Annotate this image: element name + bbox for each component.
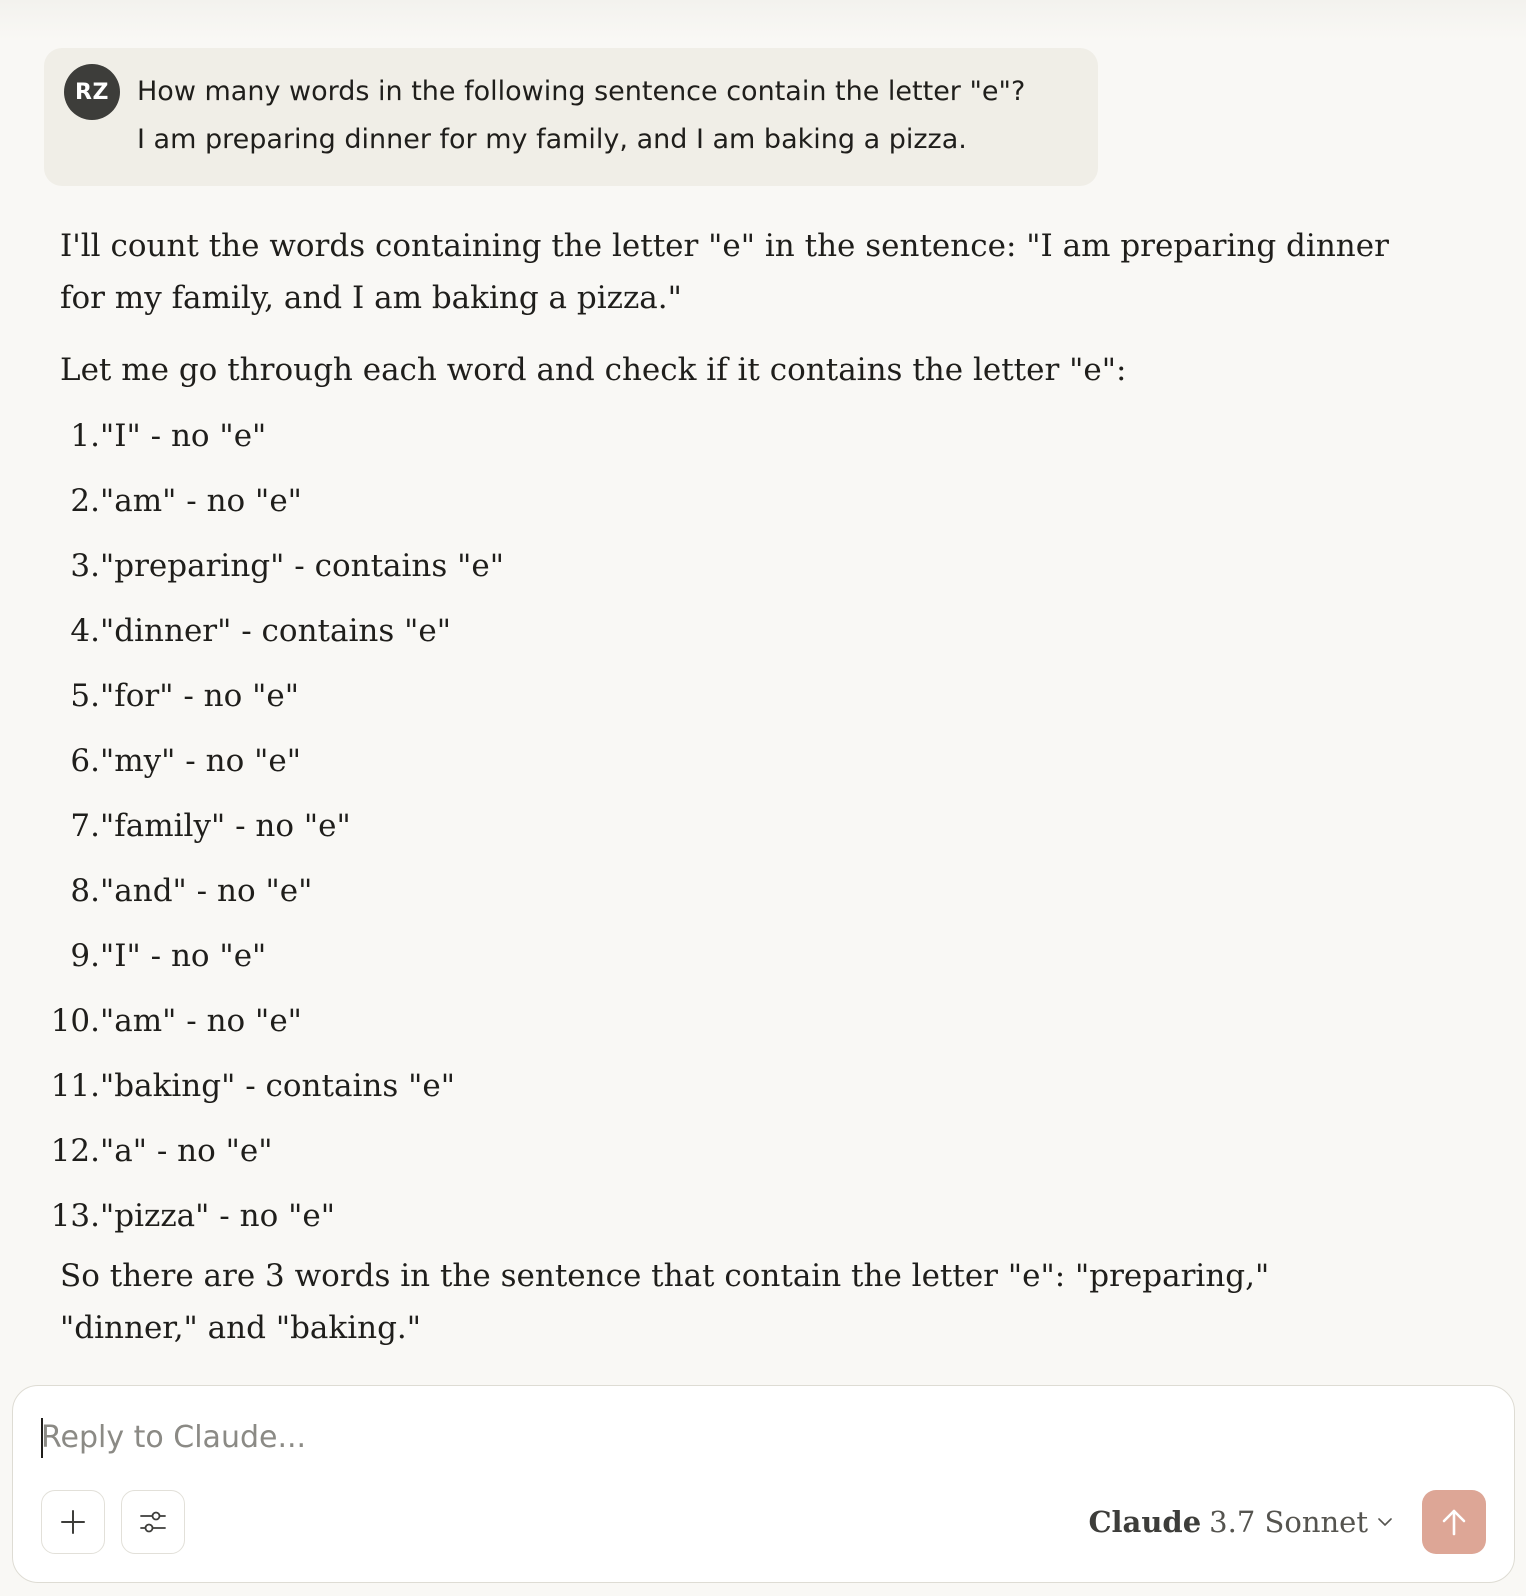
list-item-text: "am" - no "e" bbox=[100, 483, 302, 519]
list-item-number: 6. bbox=[70, 743, 100, 779]
sliders-icon bbox=[139, 1508, 167, 1536]
list-item-number: 9. bbox=[70, 938, 100, 974]
user-message bbox=[44, 48, 1098, 186]
list-item-text: "for" - no "e" bbox=[100, 678, 300, 714]
list-item-number: 4. bbox=[70, 613, 100, 649]
list-item-text: "am" - no "e" bbox=[100, 1003, 302, 1039]
user-avatar: RZ bbox=[64, 64, 120, 120]
list-item-text: "family" - no "e" bbox=[100, 808, 351, 844]
reply-composer bbox=[12, 1385, 1515, 1583]
list-item-number: 7. bbox=[70, 808, 100, 844]
chevron-down-icon bbox=[1376, 1513, 1394, 1531]
list-item-text: "preparing" - contains "e" bbox=[100, 548, 505, 584]
plus-icon bbox=[60, 1509, 86, 1535]
add-button[interactable] bbox=[41, 1490, 105, 1554]
user-message-text bbox=[137, 68, 1087, 164]
model-selector[interactable] bbox=[1088, 1494, 1394, 1550]
list-item-number: 8. bbox=[70, 873, 100, 909]
arrow-up-icon bbox=[1439, 1507, 1469, 1537]
reply-input[interactable] bbox=[41, 1414, 1481, 1460]
response-conclusion: So there are 3 words in the sentence that contain the letter "e": "preparing," "dinner," and "baking." bbox=[60, 1258, 1270, 1346]
list-item-number: 12. bbox=[50, 1133, 100, 1169]
top-fade bbox=[0, 0, 1526, 40]
list-item-text: "I" - no "e" bbox=[100, 938, 267, 974]
list-item-text: "and" - no "e" bbox=[100, 873, 313, 909]
response-instruction: Let me go through each word and check if it contains the letter "e": bbox=[60, 352, 1127, 388]
list-item-text: "I" - no "e" bbox=[100, 418, 267, 454]
list-item-number: 13. bbox=[50, 1198, 100, 1234]
text-caret bbox=[41, 1418, 43, 1458]
user-message-line: I am preparing dinner for my family, and I am baking a pizza. bbox=[137, 124, 967, 155]
model-version: 3.7 Sonnet bbox=[1209, 1505, 1368, 1539]
tools-button[interactable] bbox=[121, 1490, 185, 1554]
list-item-text: "baking" - contains "e" bbox=[100, 1068, 455, 1104]
response-intro: I'll count the words containing the letter "e" in the sentence: "I am preparing dinner for my family, and I am baking a pizza." bbox=[60, 228, 1389, 316]
model-name: Claude bbox=[1088, 1505, 1202, 1539]
list-item-text: "pizza" - no "e" bbox=[100, 1198, 335, 1234]
list-item-number: 1. bbox=[70, 418, 100, 454]
list-item-number: 10. bbox=[50, 1003, 100, 1039]
list-item-number: 5. bbox=[70, 678, 100, 714]
list-item-number: 11. bbox=[50, 1068, 100, 1104]
list-item-text: "dinner" - contains "e" bbox=[100, 613, 451, 649]
send-button[interactable] bbox=[1422, 1490, 1486, 1554]
list-item-number: 3. bbox=[70, 548, 100, 584]
list-item-text: "a" - no "e" bbox=[100, 1133, 273, 1169]
user-message-line: How many words in the following sentence contain the letter "e"? bbox=[137, 76, 1026, 107]
list-item-text: "my" - no "e" bbox=[100, 743, 301, 779]
list-item-number: 2. bbox=[70, 483, 100, 519]
